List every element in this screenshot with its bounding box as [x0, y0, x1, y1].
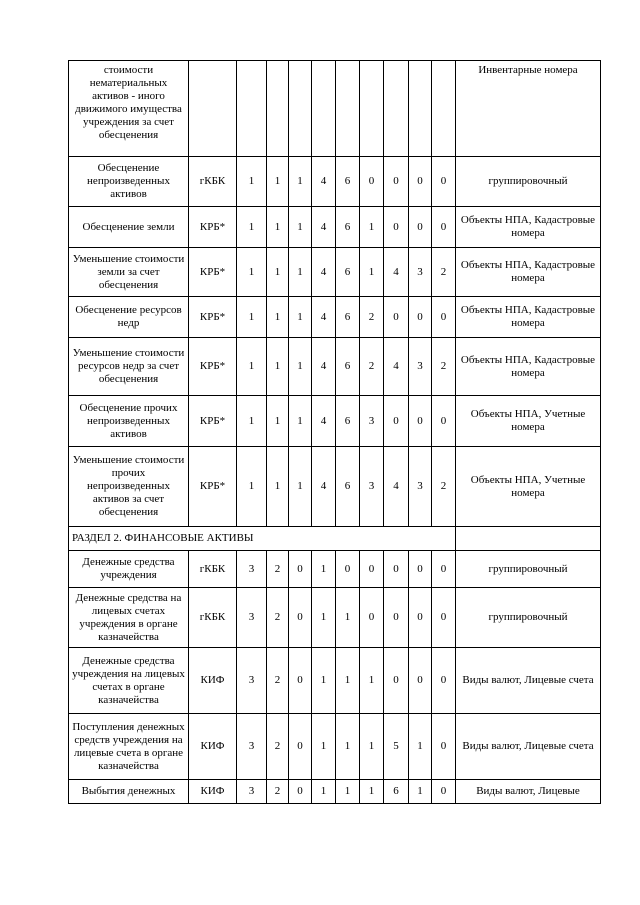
account-name: Денежные средства учреждения на лицевых счетах в органе казначейства — [69, 648, 189, 714]
account-digit: 0 — [360, 157, 384, 207]
account-digit: 0 — [432, 588, 456, 648]
account-digit: 6 — [336, 157, 360, 207]
account-digit: 2 — [432, 447, 456, 527]
account-digit: 1 — [267, 157, 289, 207]
account-digit: 1 — [267, 207, 289, 248]
account-digit: 1 — [237, 447, 267, 527]
analytics-note: Объекты НПА, Учетные номера — [456, 447, 601, 527]
account-digit: 3 — [409, 338, 432, 396]
analytics-note: Объекты НПА, Кадастровые номера — [456, 207, 601, 248]
account-digit: 3 — [237, 714, 267, 780]
account-digit — [267, 61, 289, 157]
account-kind: гКБК — [189, 551, 237, 588]
account-digit: 1 — [267, 248, 289, 297]
account-digit: 1 — [237, 248, 267, 297]
section-title: РАЗДЕЛ 2. ФИНАНСОВЫЕ АКТИВЫ — [69, 527, 456, 551]
account-digit: 0 — [409, 396, 432, 447]
account-name: Денежные средства учреждения — [69, 551, 189, 588]
table-row — [69, 61, 601, 157]
account-digit: 1 — [267, 447, 289, 527]
account-name: Поступления денежных средств учреждения на лицевые счета в органе казначейства — [69, 714, 189, 780]
account-digit: 0 — [336, 551, 360, 588]
account-name: Обесценение земли — [69, 207, 189, 248]
account-digit: 0 — [289, 780, 312, 804]
account-digit: 2 — [267, 588, 289, 648]
account-digit: 2 — [267, 780, 289, 804]
account-digit — [432, 61, 456, 157]
account-digit: 0 — [409, 648, 432, 714]
table-row — [69, 551, 601, 588]
analytics-note: Объекты НПА, Учетные номера — [456, 396, 601, 447]
account-digit: 0 — [432, 207, 456, 248]
account-digit — [360, 61, 384, 157]
account-digit: 6 — [336, 297, 360, 338]
account-kind: КИФ — [189, 648, 237, 714]
analytics-note: Виды валют, Лицевые счета — [456, 648, 601, 714]
account-digit: 5 — [384, 714, 409, 780]
account-digit: 1 — [289, 297, 312, 338]
account-name: стоимости нематериальных активов - иного движимого имущества учреждения за счет обесценения — [69, 61, 189, 157]
account-digit — [384, 61, 409, 157]
account-digit: 1 — [237, 338, 267, 396]
account-digit: 6 — [336, 447, 360, 527]
account-digit: 4 — [312, 396, 336, 447]
account-digit: 1 — [289, 157, 312, 207]
account-digit: 2 — [267, 551, 289, 588]
account-digit: 6 — [336, 207, 360, 248]
analytics-note: Объекты НПА, Кадастровые номера — [456, 248, 601, 297]
account-digit: 1 — [289, 248, 312, 297]
account-digit: 0 — [432, 297, 456, 338]
account-digit: 0 — [432, 648, 456, 714]
account-digit: 1 — [267, 338, 289, 396]
account-digit: 1 — [267, 297, 289, 338]
account-digit: 0 — [409, 551, 432, 588]
account-digit: 4 — [312, 338, 336, 396]
analytics-note: Объекты НПА, Кадастровые номера — [456, 297, 601, 338]
account-digit: 1 — [289, 207, 312, 248]
account-digit: 3 — [360, 396, 384, 447]
account-digit: 1 — [360, 207, 384, 248]
table-row — [69, 447, 601, 527]
table-row — [69, 588, 601, 648]
analytics-note: группировочный — [456, 588, 601, 648]
account-digit: 6 — [336, 248, 360, 297]
account-name: Уменьшение стоимости прочих непроизведенных активов за счет обесценения — [69, 447, 189, 527]
account-digit: 3 — [237, 551, 267, 588]
account-digit: 3 — [237, 588, 267, 648]
account-digit: 3 — [360, 447, 384, 527]
account-digit: 4 — [312, 248, 336, 297]
account-digit: 4 — [312, 447, 336, 527]
account-digit: 1 — [289, 447, 312, 527]
account-digit: 0 — [384, 588, 409, 648]
account-digit: 0 — [289, 648, 312, 714]
table-row — [69, 648, 601, 714]
analytics-note: группировочный — [456, 551, 601, 588]
analytics-note: Инвентарные номера — [456, 61, 601, 157]
account-digit: 0 — [432, 551, 456, 588]
account-digit: 0 — [384, 648, 409, 714]
table-row — [69, 396, 601, 447]
account-kind: КРБ* — [189, 447, 237, 527]
account-digit: 2 — [360, 338, 384, 396]
account-digit: 0 — [409, 207, 432, 248]
section-note-cell — [456, 527, 601, 551]
account-digit: 3 — [409, 248, 432, 297]
account-digit — [336, 61, 360, 157]
account-digit: 1 — [336, 780, 360, 804]
account-digit: 1 — [237, 207, 267, 248]
account-digit: 2 — [432, 338, 456, 396]
analytics-note: Виды валют, Лицевые счета — [456, 714, 601, 780]
account-digit: 2 — [267, 648, 289, 714]
table-row — [69, 248, 601, 297]
account-digit: 6 — [336, 338, 360, 396]
account-digit: 4 — [312, 157, 336, 207]
account-digit: 0 — [384, 297, 409, 338]
account-digit: 1 — [312, 780, 336, 804]
account-kind: КРБ* — [189, 248, 237, 297]
account-digit: 3 — [409, 447, 432, 527]
account-kind: КИФ — [189, 780, 237, 804]
account-digit: 1 — [312, 648, 336, 714]
account-digit: 1 — [409, 780, 432, 804]
account-kind: гКБК — [189, 157, 237, 207]
analytics-note: Объекты НПА, Кадастровые номера — [456, 338, 601, 396]
account-digit: 1 — [237, 297, 267, 338]
account-digit: 1 — [289, 338, 312, 396]
account-digit — [312, 61, 336, 157]
account-digit: 0 — [409, 157, 432, 207]
account-digit: 2 — [432, 248, 456, 297]
account-digit: 0 — [384, 396, 409, 447]
account-digit: 0 — [409, 588, 432, 648]
account-digit: 1 — [336, 648, 360, 714]
account-digit: 0 — [432, 780, 456, 804]
account-name: Уменьшение стоимости ресурсов недр за счет обесценения — [69, 338, 189, 396]
account-digit: 1 — [336, 588, 360, 648]
account-digit: 1 — [360, 648, 384, 714]
account-digit: 4 — [384, 248, 409, 297]
table-row — [69, 780, 601, 804]
account-kind: КРБ* — [189, 297, 237, 338]
account-digit: 1 — [237, 157, 267, 207]
account-digit: 1 — [409, 714, 432, 780]
account-digit: 2 — [360, 297, 384, 338]
account-name: Выбытия денежных — [69, 780, 189, 804]
account-digit: 1 — [289, 396, 312, 447]
account-digit: 0 — [360, 588, 384, 648]
account-name: Денежные средства на лицевых счетах учреждения в органе казначейства — [69, 588, 189, 648]
accounts-table — [68, 60, 601, 804]
account-digit: 1 — [360, 780, 384, 804]
account-digit: 1 — [360, 248, 384, 297]
account-digit — [289, 61, 312, 157]
account-kind: КРБ* — [189, 338, 237, 396]
account-kind — [189, 61, 237, 157]
account-digit: 0 — [432, 396, 456, 447]
table-row — [69, 207, 601, 248]
account-digit: 0 — [289, 551, 312, 588]
account-digit: 2 — [267, 714, 289, 780]
table-row — [69, 157, 601, 207]
account-name: Обесценение ресурсов недр — [69, 297, 189, 338]
account-digit: 1 — [237, 396, 267, 447]
account-kind: гКБК — [189, 588, 237, 648]
account-digit: 4 — [384, 447, 409, 527]
account-digit: 1 — [312, 551, 336, 588]
analytics-note: группировочный — [456, 157, 601, 207]
account-digit: 0 — [360, 551, 384, 588]
account-digit — [237, 61, 267, 157]
table-row — [69, 714, 601, 780]
account-kind: КРБ* — [189, 396, 237, 447]
account-digit: 1 — [312, 714, 336, 780]
analytics-note: Виды валют, Лицевые — [456, 780, 601, 804]
account-digit: 1 — [360, 714, 384, 780]
account-digit: 0 — [409, 297, 432, 338]
account-digit: 6 — [336, 396, 360, 447]
account-digit: 0 — [384, 551, 409, 588]
account-digit: 0 — [432, 714, 456, 780]
account-digit: 1 — [267, 396, 289, 447]
account-digit: 3 — [237, 780, 267, 804]
table-row — [69, 338, 601, 396]
account-digit: 4 — [312, 297, 336, 338]
account-digit: 0 — [432, 157, 456, 207]
section-row — [69, 527, 601, 551]
account-name: Уменьшение стоимости земли за счет обесценения — [69, 248, 189, 297]
account-digit — [409, 61, 432, 157]
account-name: Обесценение непроизведенных активов — [69, 157, 189, 207]
account-digit: 0 — [384, 157, 409, 207]
account-kind: КИФ — [189, 714, 237, 780]
account-digit: 4 — [384, 338, 409, 396]
account-digit: 0 — [289, 588, 312, 648]
account-digit: 4 — [312, 207, 336, 248]
account-digit: 6 — [384, 780, 409, 804]
table-row — [69, 297, 601, 338]
account-digit: 3 — [237, 648, 267, 714]
account-kind: КРБ* — [189, 207, 237, 248]
account-digit: 0 — [289, 714, 312, 780]
account-digit: 1 — [312, 588, 336, 648]
account-name: Обесценение прочих непроизведенных активов — [69, 396, 189, 447]
account-digit: 0 — [384, 207, 409, 248]
account-digit: 1 — [336, 714, 360, 780]
